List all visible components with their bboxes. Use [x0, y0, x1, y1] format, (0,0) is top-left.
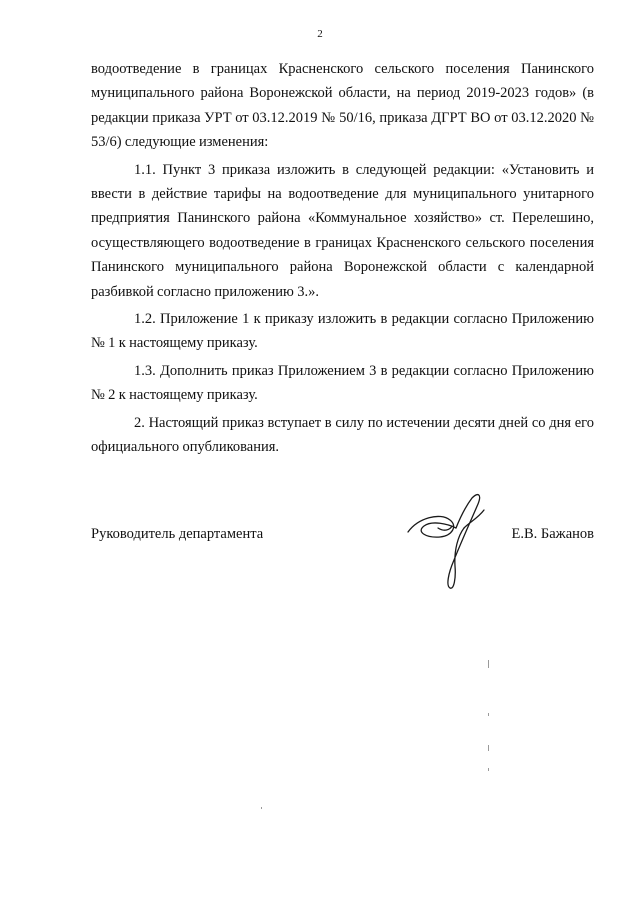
scan-speck — [488, 713, 489, 716]
signer-position: Руководитель департамента — [91, 526, 264, 542]
scan-speck — [488, 660, 489, 668]
scan-speck — [488, 768, 489, 771]
paragraph-item-1-2: 1.2. Приложение 1 к приказу изложить в редакции согласно Приложению № 1 к настоящему приказу. — [91, 311, 594, 352]
document-body — [91, 57, 594, 463]
scan-speck — [488, 745, 489, 751]
signer-name: Е.В. Бажанов — [511, 526, 594, 542]
paragraph-intro-continuation: водоотведение в границах Красненского сельского поселения Панинского муниципального района Воронежской области, на период 2019-2023 годов» (в редакции приказа УРТ от 03.12.2019 № 50/16, приказа ДГРТ ВО от 03.12.2020 № 53/6) следующие изменения: — [91, 61, 594, 151]
page-number: 2 — [317, 28, 323, 40]
paragraph-item-2: 2. Настоящий приказ вступает в силу по истечении десяти дней со дня его официального опубликования. — [91, 414, 594, 456]
paragraph-item-1-3: 1.3. Дополнить приказ Приложением 3 в редакции согласно Приложению № 2 к настоящему приказу. — [91, 362, 594, 404]
handwritten-signature-icon — [400, 488, 510, 598]
paragraph-item-1-1: 1.1. Пункт 3 приказа изложить в следующей редакции: «Установить и ввести в действие тарифы на водоотведение для муниципального унитарного предприятия Панинского района «Коммунальное хозяйство» ст. Перелешино, осуществляющего водоотведение в границах Красненского сельского поселения Панинского муниципального района Воронежской области с календарной разбивкой согласно приложению 3.». — [91, 161, 594, 300]
scan-speck — [261, 807, 262, 809]
